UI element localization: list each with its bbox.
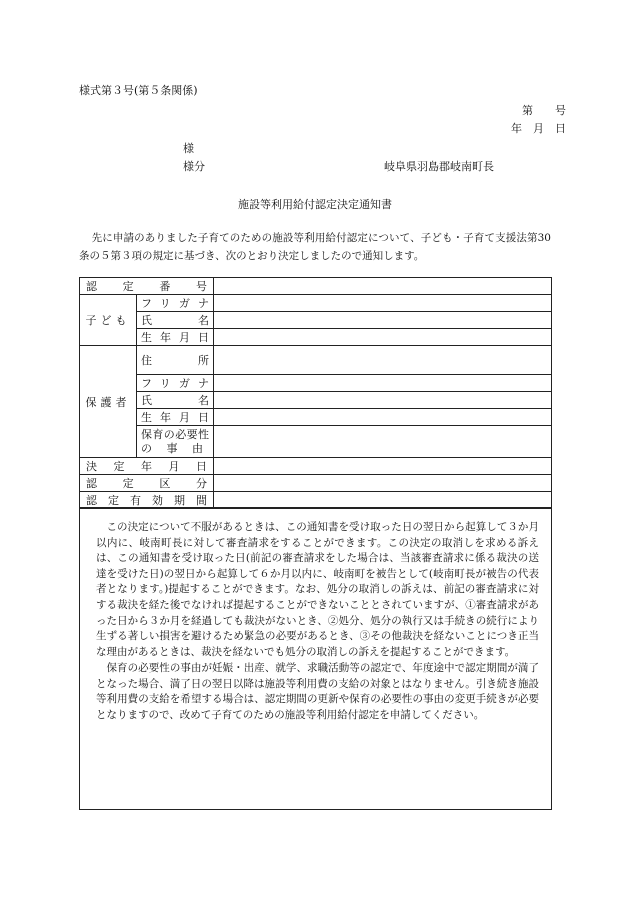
value-child-birthdate[interactable] <box>214 329 552 346</box>
recipient-child-honorific: 様分 <box>183 160 205 173</box>
issuer: 岐阜県羽島郡岐南町長 <box>384 160 494 173</box>
certification-table <box>79 277 552 509</box>
value-validity-period[interactable] <box>214 492 552 509</box>
value-child-name[interactable] <box>214 312 552 329</box>
row-cert-number <box>80 278 552 295</box>
notes-paragraph-renewal: 保育の必要性の事由が妊娠・出産、就学、求職活動等の認定で、年度途中で認定期間が満了となった場合、満了日の翌日以降は施設等利用費の支給の対象とはなりません。引き続き施設等利用費の支給を希望する場合は、認定期間の更新や保育の必要性の事由の変更手続きが必要となりますので、改めて子育てのための施設等利用給付認定を申請してください。 <box>96 662 539 721</box>
label-child-name: 氏名 <box>137 312 214 329</box>
value-cert-category[interactable] <box>214 475 552 492</box>
label-guardian-birthdate: 生年月日 <box>137 409 214 426</box>
label-guardian-name: 氏名 <box>137 392 214 409</box>
label-child-furigana: フリガナ <box>137 295 214 312</box>
label-cert-number: 認定番号 <box>80 278 214 295</box>
document-number: 第 号 <box>522 104 566 117</box>
issue-date: 年 月 日 <box>511 122 566 135</box>
label-care-need-reason-line1: 保育の必要性 <box>141 427 209 441</box>
notes-paragraph-appeal: この決定について不服があるときは、この通知書を受け取った日の翌日から起算して３か月以内に、岐南町長に対して審査請求をすることができます。この決定の取消しを求める訴えは、この通知書を受け取った日(前記の審査請求をした場合は、当該審査請求に係る裁決の送達を受けた日)の翌日から起算して６か月以内に、岐南町を被告として(岐南町長が被告の代表者となります。)提起することができます。なお、処分の取消しの訴えは、前記の審査請求に対する裁決を経た後でなければ提起することができないこととされていますが、①審査請求があった日から３か月を経過しても裁決がないとき、②処分、処分の執行又は手続きの続行により生ずる著しい損害を避けるため緊急の必要があるとき、③その他裁決を経ないことにつき正当な理由があるときは、裁決を経ないでも処分の取消しの訴えを提起することができます。 <box>96 521 539 658</box>
value-care-need-reason[interactable] <box>214 426 552 458</box>
label-child-birthdate: 生年月日 <box>137 329 214 346</box>
label-child-group: 子ども <box>80 295 137 346</box>
value-guardian-address[interactable] <box>214 346 552 375</box>
label-guardian-address: 住所 <box>137 346 214 375</box>
label-care-need-reason <box>137 426 214 458</box>
value-guardian-name[interactable] <box>214 392 552 409</box>
value-child-furigana[interactable] <box>214 295 552 312</box>
value-decision-date[interactable] <box>214 458 552 475</box>
value-cert-number[interactable] <box>214 278 552 295</box>
label-care-need-reason-line2: の事由 <box>141 441 203 455</box>
recipient-honorific: 様 <box>183 142 194 155</box>
value-guardian-birthdate[interactable] <box>214 409 552 426</box>
label-guardian-group: 保護者 <box>80 346 137 458</box>
document-title: 施設等利用給付認定決定通知書 <box>238 198 392 211</box>
form-number: 様式第３号(第５条関係) <box>79 84 198 97</box>
label-cert-category: 認定区分 <box>80 475 214 492</box>
label-guardian-furigana: フリガナ <box>137 375 214 392</box>
value-guardian-furigana[interactable] <box>214 375 552 392</box>
label-validity-period: 認定有効期間 <box>80 492 214 509</box>
intro-paragraph: 先に申請のありました子育てのための施設等利用給付認定について、子ども・子育て支援法第30条の５第３項の規定に基づき、次のとおり決定しましたので通知します。 <box>79 232 551 262</box>
label-decision-date: 決定年月日 <box>80 458 214 475</box>
